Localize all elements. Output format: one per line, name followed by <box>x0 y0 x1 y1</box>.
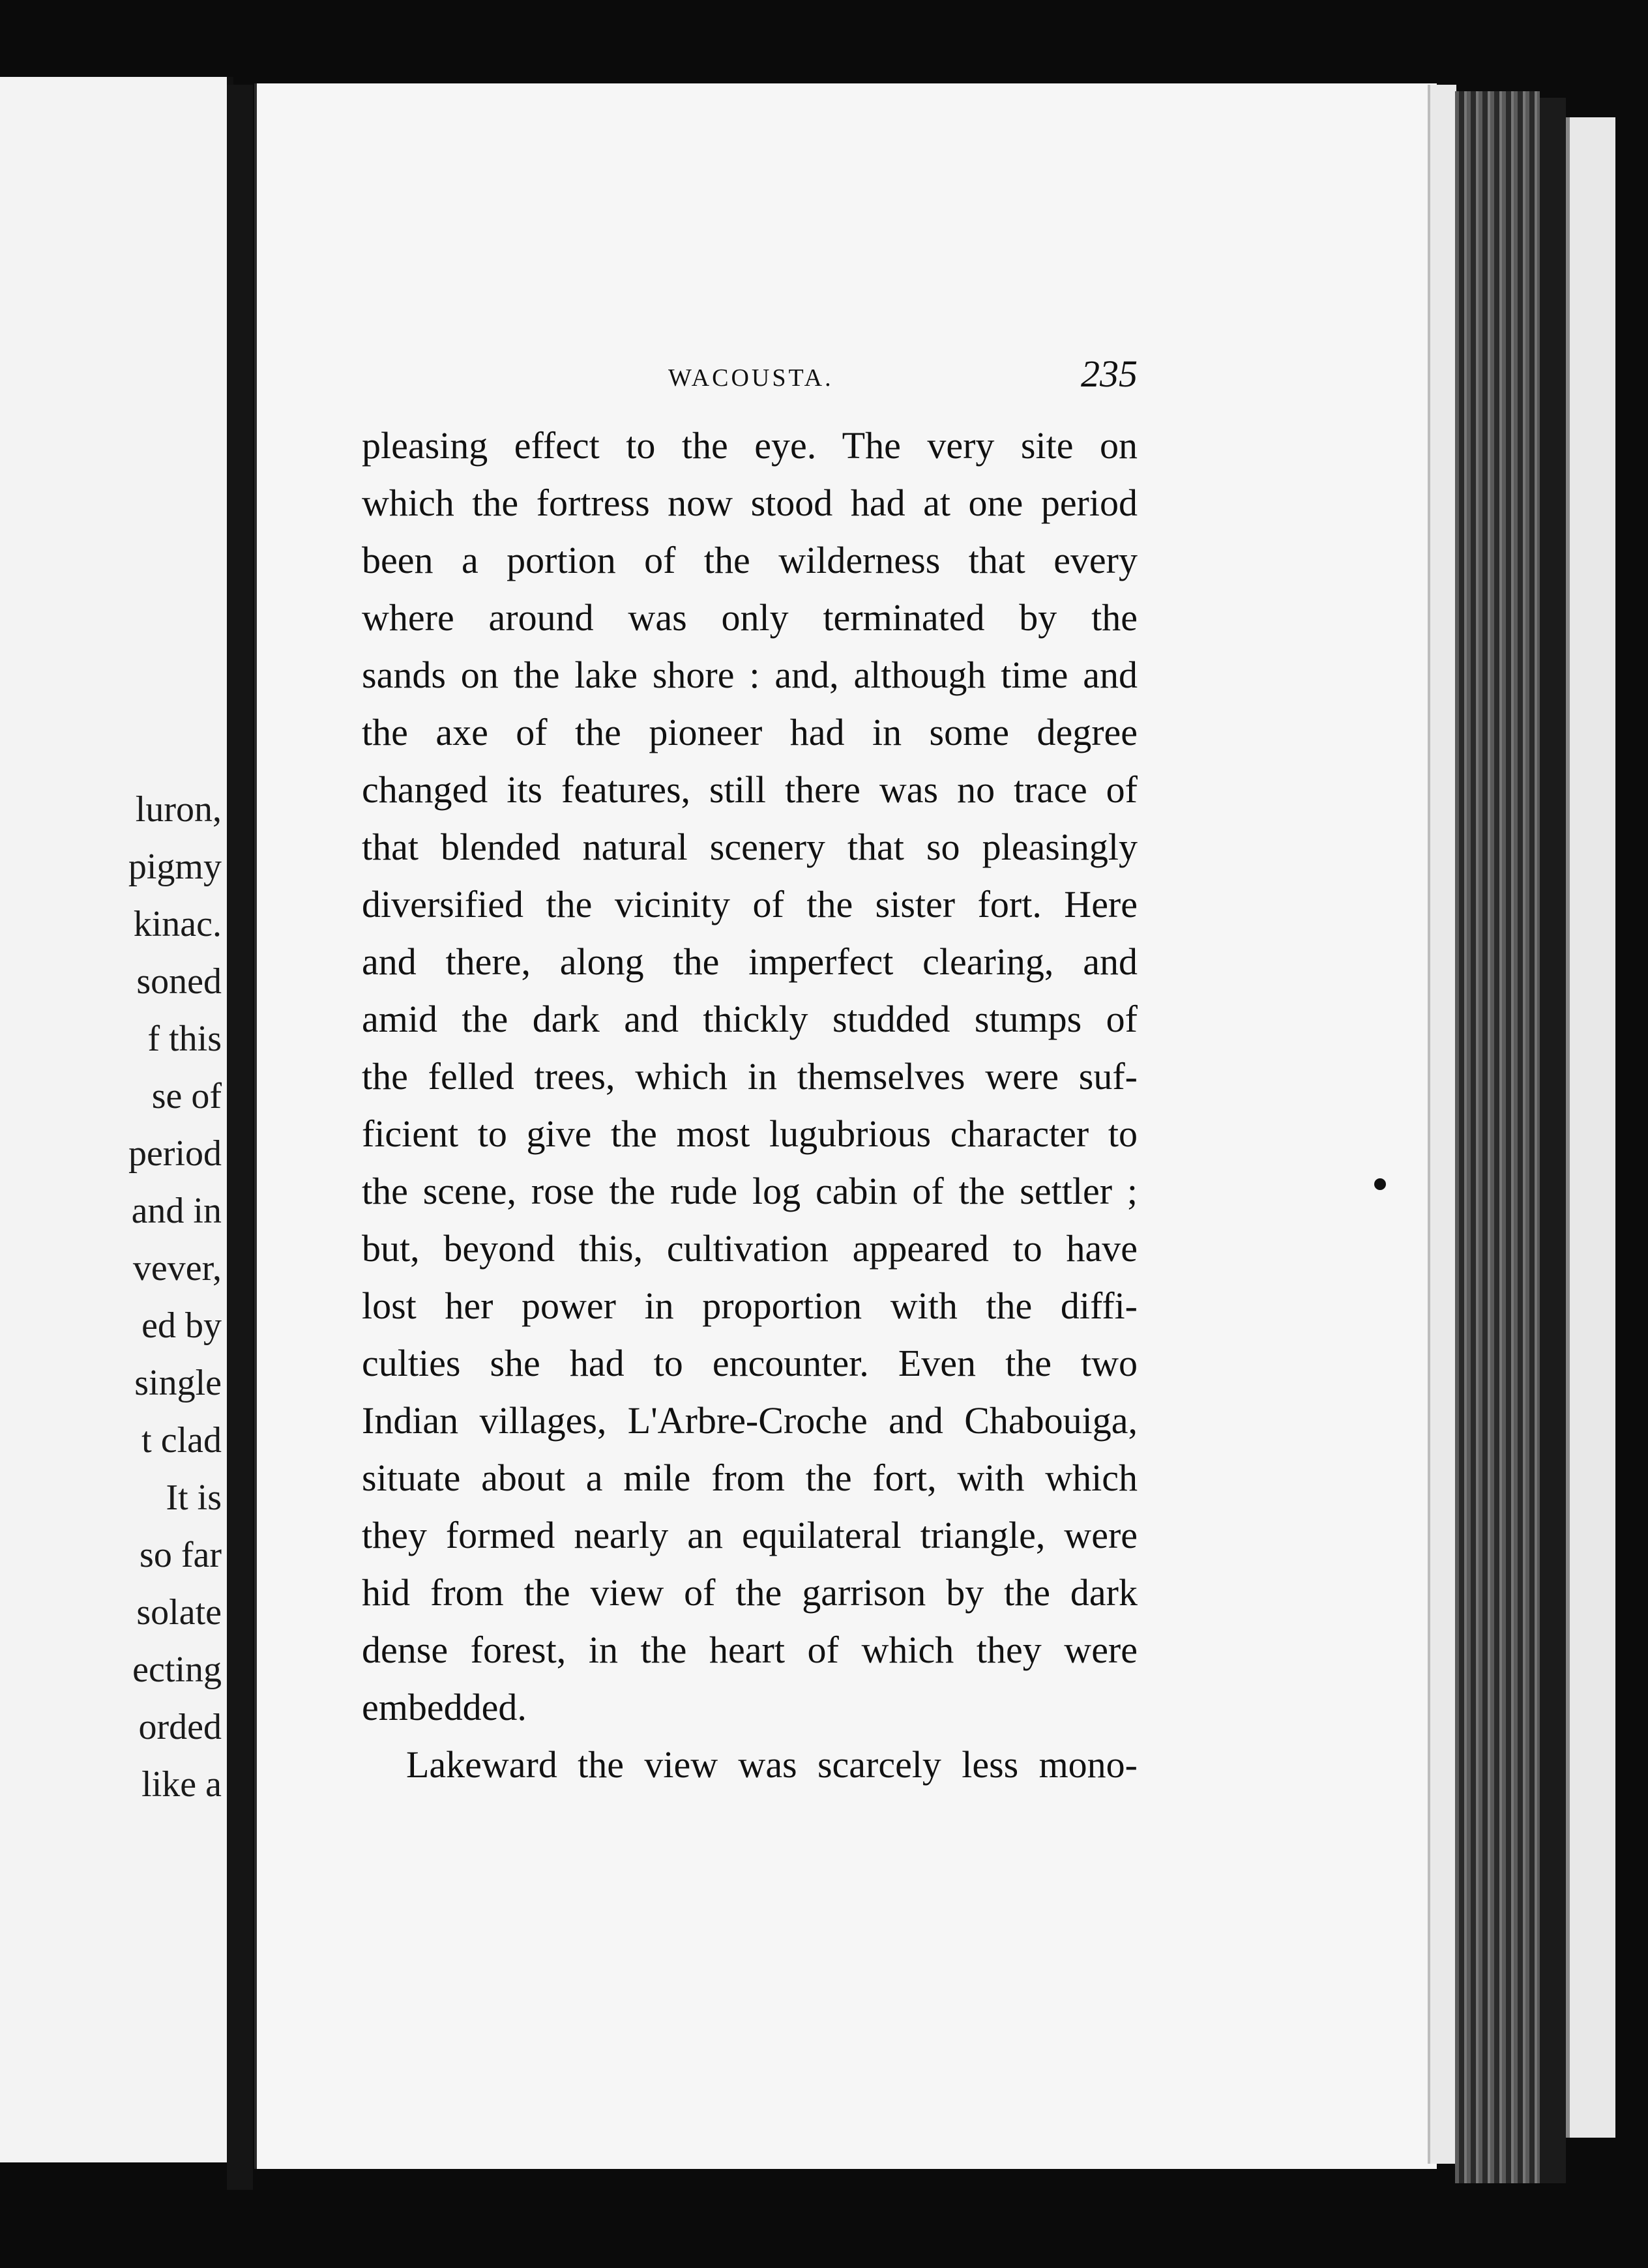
text-line: where around was only terminated by the <box>362 596 1138 639</box>
left-text-line: pigmy <box>128 847 222 887</box>
running-title: WACOUSTA. <box>668 364 834 392</box>
paragraph-start-line: Lakeward the view was scarcely less mono- <box>406 1743 1138 1786</box>
text-line: Indian villages, L'Arbre-Croche and Chabouiga, <box>362 1399 1138 1442</box>
paragraph-end-line: embedded. <box>362 1686 527 1728</box>
left-facing-page <box>0 77 233 2162</box>
text-line: amid the dark and thickly studded stumps of <box>362 998 1138 1040</box>
page-block-edges <box>1455 91 1540 2183</box>
left-text-line: f this <box>147 1019 222 1059</box>
left-text-line: It is <box>166 1477 222 1518</box>
left-text-line: ecting <box>132 1650 222 1690</box>
left-text-line: luron, <box>135 789 222 830</box>
left-text-line: orded <box>138 1707 222 1747</box>
text-line: hid from the view of the garrison by the dark <box>362 1571 1138 1614</box>
scanner-margin <box>1566 117 1615 2138</box>
left-text-line: t clad <box>141 1420 222 1461</box>
text-line: ficient to give the most lugubrious character to <box>362 1112 1138 1155</box>
text-line: pleasing effect to the eye. The very site on <box>362 424 1138 467</box>
left-text-line: soned <box>136 961 222 1002</box>
left-text-line: single <box>134 1363 222 1403</box>
text-line: that blended natural scenery that so pleasingly <box>362 826 1138 868</box>
text-line: sands on the lake shore : and, although time and <box>362 654 1138 696</box>
text-line: they formed nearly an equilateral triangle, were <box>362 1514 1138 1556</box>
left-text-line: ed by <box>141 1305 222 1346</box>
text-line: changed its features, still there was no trace of <box>362 768 1138 811</box>
text-line: which the fortress now stood had at one period <box>362 482 1138 524</box>
left-text-line: so far <box>140 1535 222 1575</box>
text-line: situate about a mile from the fort, with which <box>362 1457 1138 1499</box>
page-number: 235 <box>1081 353 1138 395</box>
text-line: lost her power in proportion with the diffi- <box>362 1285 1138 1327</box>
book-cover-edge <box>1540 98 1566 2183</box>
text-line: diversified the vicinity of the sister fort. Here <box>362 883 1138 925</box>
left-text-line: solate <box>136 1592 222 1633</box>
book-gutter <box>227 85 253 2190</box>
text-line: the felled trees, which in themselves were suf- <box>362 1055 1138 1098</box>
left-text-line: kinac. <box>133 904 222 944</box>
text-line: and there, along the imperfect clearing, and <box>362 940 1138 983</box>
text-line: the scene, rose the rude log cabin of the settler ; <box>362 1170 1138 1212</box>
left-text-line: and in <box>131 1191 222 1231</box>
left-text-line: se of <box>151 1076 222 1116</box>
text-line: been a portion of the wilderness that every <box>362 539 1138 581</box>
left-text-line: period <box>128 1133 222 1174</box>
page-edge <box>1428 85 1456 2164</box>
text-line: but, beyond this, cultivation appeared to have <box>362 1227 1138 1270</box>
text-line: the axe of the pioneer had in some degree <box>362 711 1138 753</box>
left-text-line: vever, <box>132 1248 222 1288</box>
text-line: culties she had to encounter. Even the two <box>362 1342 1138 1384</box>
running-header <box>362 352 1138 398</box>
left-text-line: like a <box>141 1764 222 1805</box>
ink-speck <box>1374 1178 1386 1190</box>
text-line: dense forest, in the heart of which they were <box>362 1629 1138 1671</box>
body-text <box>362 417 1138 1794</box>
